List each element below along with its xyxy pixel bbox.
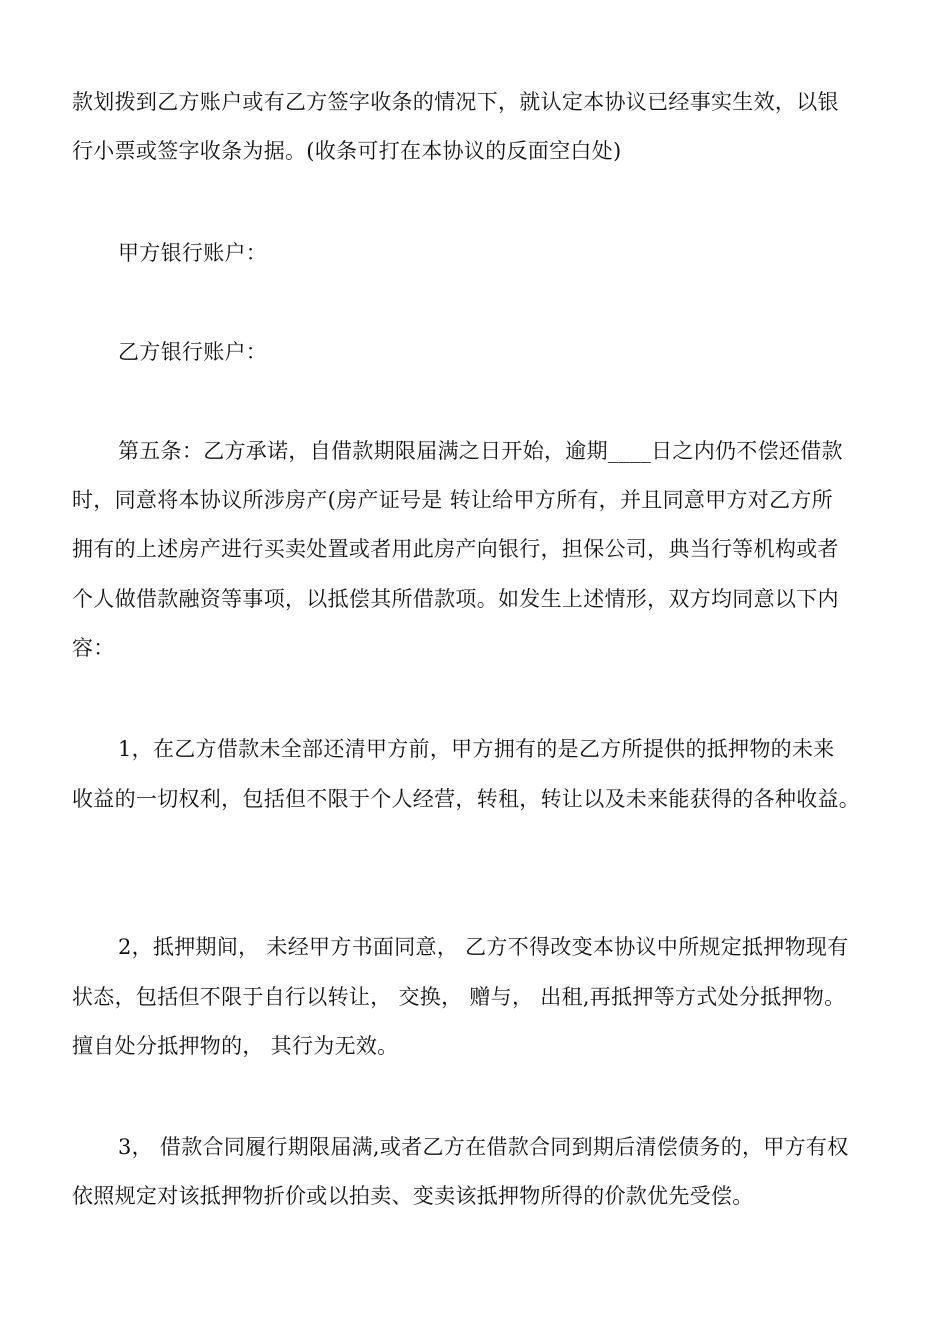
text-line: 3， 借款合同履行期限届满,或者乙方在借款合同到期后清偿债务的，甲方有权 bbox=[118, 1135, 849, 1159]
text-line: 状态，包括但不限于自行以转让， 交换， 赠与， 出租,再抵押等方式处分抵押物。 bbox=[72, 985, 846, 1009]
text-line: 行小票或签字收条为据。(收条可打在本协议的反面空白处) bbox=[72, 139, 622, 163]
text-line: 个人做借款融资等事项，以抵偿其所借款项。如发生上述情形，双方均同意以下内 bbox=[72, 587, 839, 611]
text-line: 擅自处分抵押物的， 其行为无效。 bbox=[72, 1034, 399, 1058]
text-line: 甲方银行账户： bbox=[118, 241, 268, 265]
text-line: 容： bbox=[72, 636, 115, 660]
text-line: 时，同意将本协议所涉房产(房产证号是 转让给甲方所有，并且同意甲方对乙方所 bbox=[72, 488, 833, 512]
text-line: 收益的一切权利，包括但不限于个人经营，转租，转让以及未来能获得的各种收益。 bbox=[72, 787, 861, 811]
text-line: 款划拨到乙方账户或有乙方签字收条的情况下，就认定本协议已经事实生效，以银 bbox=[72, 90, 839, 114]
text-line: 2，抵押期间， 未经甲方书面同意， 乙方不得改变本协议中所规定抵押物现有 bbox=[118, 935, 849, 959]
text-line: 乙方银行账户： bbox=[118, 340, 268, 364]
text-line: 1，在乙方借款未全部还清甲方前，甲方拥有的是乙方所提供的抵押物的未来 bbox=[118, 737, 835, 761]
text-line: 依照规定对该抵押物折价或以拍卖、变卖该抵押物所得的价款优先受偿。 bbox=[72, 1184, 754, 1208]
text-line: 拥有的上述房产进行买卖处置或者用此房产向银行，担保公司，典当行等机构或者 bbox=[72, 537, 839, 561]
text-line: 第五条：乙方承诺，自借款期限届满之日开始，逾期____日之内仍不偿还借款 bbox=[118, 439, 843, 463]
